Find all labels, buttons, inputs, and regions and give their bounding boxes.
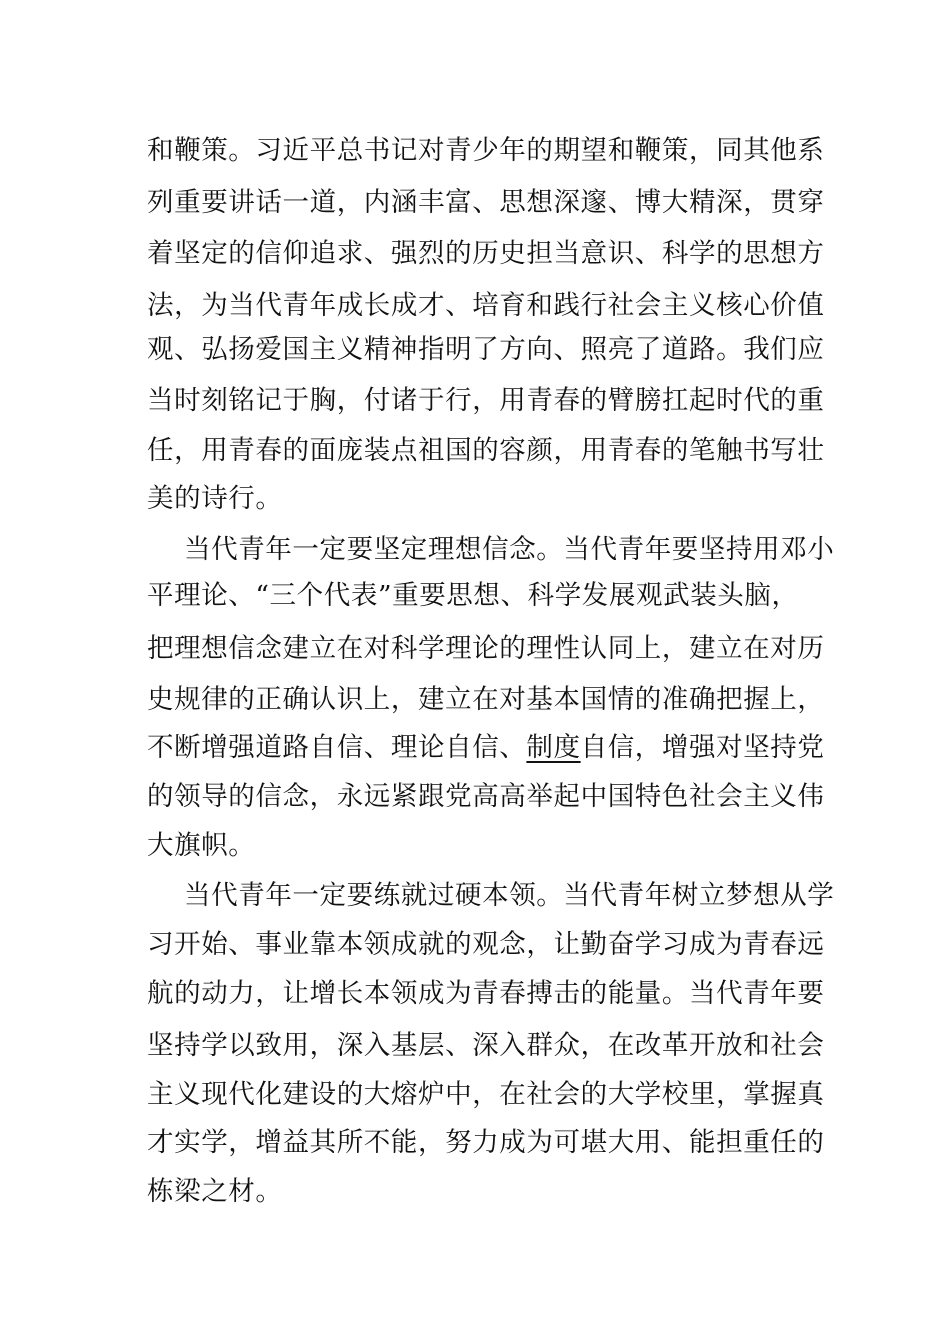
line-text: 自信，增强对坚持党 <box>580 732 825 763</box>
paragraph-line: 航的动力，让增长本领成为青春搏击的能量。当代青年要 <box>147 978 825 1009</box>
paragraph-line: 着坚定的信仰追求、强烈的历史担当意识、科学的思想方 <box>147 238 825 269</box>
paragraph-line: 坚持学以致用，深入基层、深入群众，在改革开放和社会 <box>147 1030 825 1061</box>
paragraph-line: 把理想信念建立在对科学理论的理性认同上，建立在对历 <box>147 633 825 664</box>
paragraph-line: 当代青年一定要坚定理想信念。当代青年要坚持用邓小 <box>184 534 835 565</box>
line-text: 不断增强道路自信、理论自信、 <box>147 732 527 763</box>
paragraph-line: 观、弘扬爱国主义精神指明了方向、照亮了道路。我们应 <box>147 334 825 365</box>
underlined-text: 制度 <box>526 732 581 763</box>
paragraph-line: 美的诗行。 <box>147 483 283 514</box>
paragraph-line: 当时刻铭记于胸，付诸于行，用青春的臂膀扛起时代的重 <box>147 385 825 416</box>
paragraph-line: 大旗帜。 <box>147 830 256 861</box>
paragraph-line: 史规律的正确认识上，建立在对基本国情的准确把握上， <box>147 684 825 715</box>
paragraph-line: 主义现代化建设的大熔炉中，在社会的大学校里，掌握真 <box>147 1079 825 1110</box>
paragraph-line: 法，为当代青年成长成才、培育和践行社会主义核心价值 <box>147 290 825 321</box>
paragraph-line: 任，用青春的面庞装点祖国的容颜，用青春的笔触书写壮 <box>147 435 825 466</box>
paragraph-line: 栋梁之材。 <box>147 1176 283 1207</box>
paragraph-line: 才实学，增益其所不能，努力成为可堪大用、能担重任的 <box>147 1127 825 1158</box>
paragraph-line: 平理论、“三个代表”重要思想、科学发展观武装头脑， <box>147 580 799 611</box>
paragraph-line: 和鞭策。习近平总书记对青少年的期望和鞭策，同其他系 <box>147 135 825 166</box>
paragraph-line: 当代青年一定要练就过硬本领。当代青年树立梦想从学 <box>184 880 835 911</box>
paragraph-line <box>147 728 825 768</box>
paragraph-line: 习开始、事业靠本领成就的观念，让勤奋学习成为青春远 <box>147 929 825 960</box>
paragraph-line: 列重要讲话一道，内涵丰富、思想深邃、博大精深，贯穿 <box>147 187 825 218</box>
paragraph-line: 的领导的信念，永远紧跟党高高举起中国特色社会主义伟 <box>147 781 825 812</box>
